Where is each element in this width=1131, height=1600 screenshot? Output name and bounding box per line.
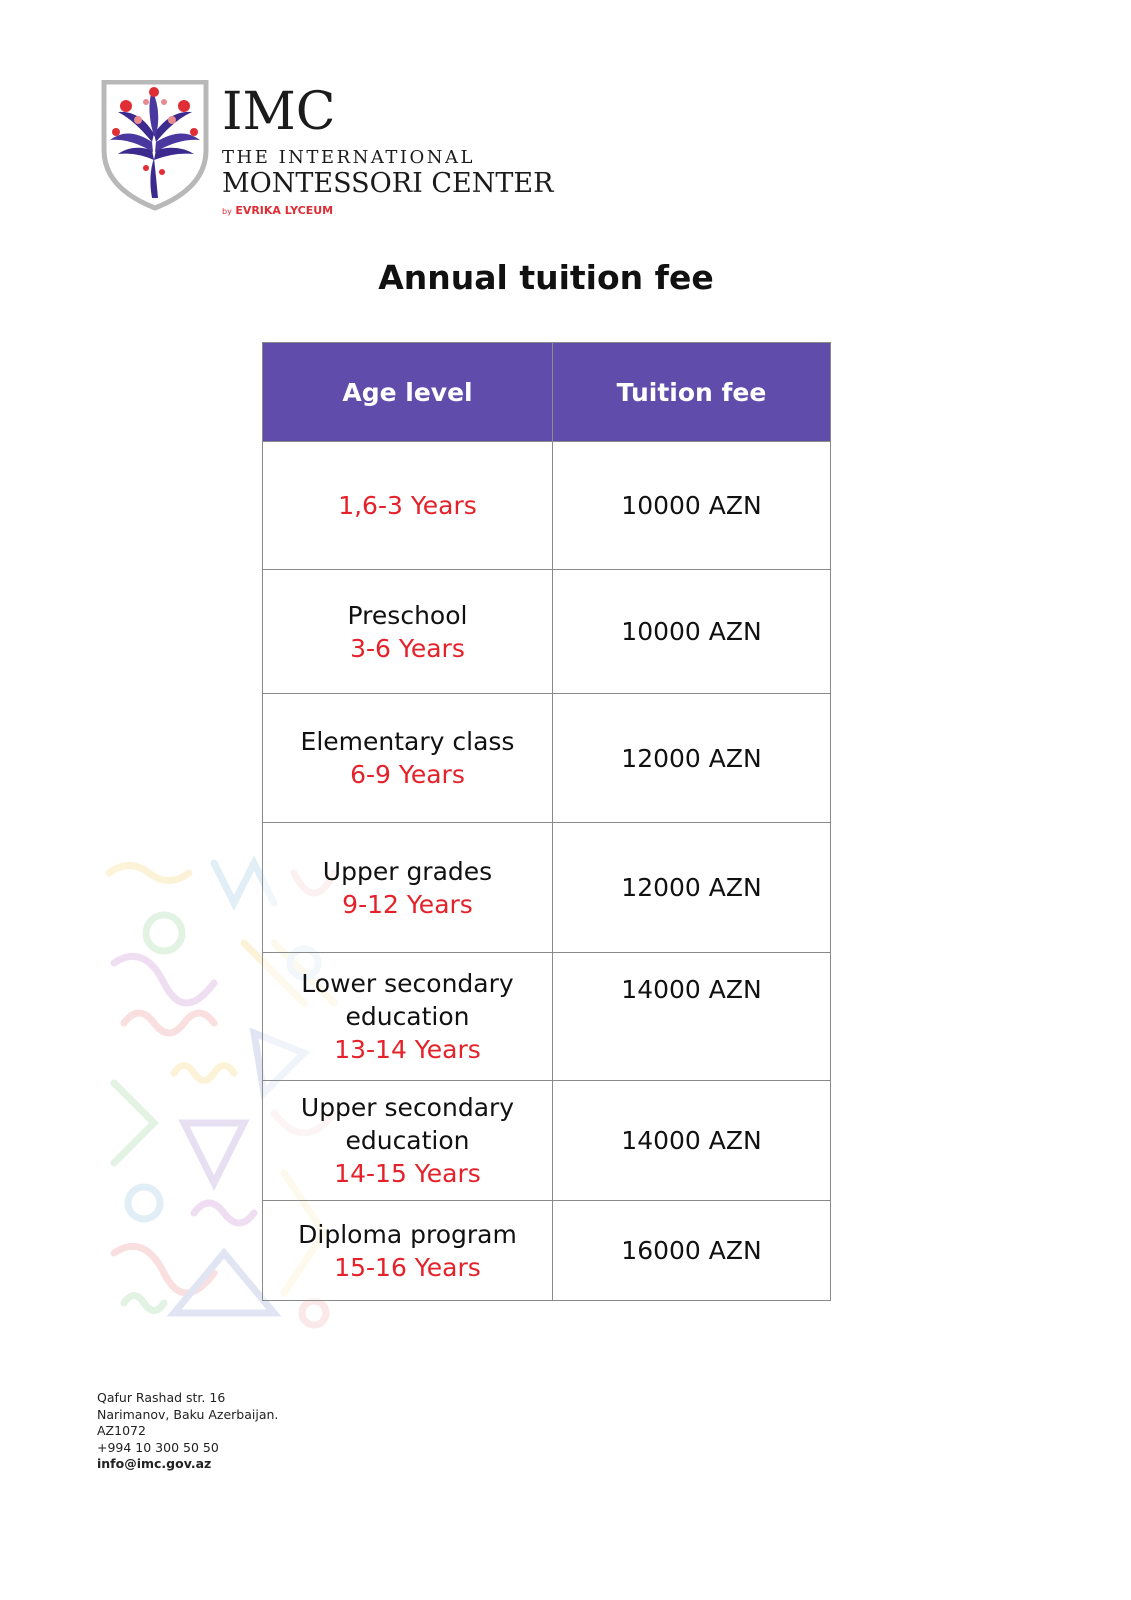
contact-footer <box>97 1390 278 1473</box>
age-cell <box>263 953 553 1081</box>
fee-amount: 12000 AZN <box>621 873 762 902</box>
table-row <box>263 694 831 823</box>
fee-amount: 10000 AZN <box>621 491 762 520</box>
fee-amount: 12000 AZN <box>621 743 762 773</box>
age-level-name: Preschool <box>347 600 468 630</box>
page-title: Annual tuition fee <box>378 258 714 297</box>
fee-cell <box>553 823 831 953</box>
age-years: 1,6-3 Years <box>338 491 477 520</box>
table-header-row <box>263 343 831 442</box>
fee-cell <box>553 442 831 570</box>
table-row <box>263 442 831 570</box>
fee-cell <box>553 953 831 1081</box>
logo-name-line2: MONTESSORI CENTER <box>222 168 554 199</box>
address-city: Narimanov, Baku Azerbaijan. <box>97 1406 279 1422</box>
logo-abbreviation: IMC <box>222 82 336 142</box>
fee-cell <box>553 1081 831 1201</box>
age-cell <box>263 1081 553 1201</box>
age-years: 15-16 Years <box>334 1252 481 1282</box>
fee-amount: 10000 AZN <box>621 617 762 646</box>
logo-tagline <box>222 204 333 218</box>
age-years: 9-12 Years <box>342 889 473 919</box>
age-cell <box>263 1201 553 1301</box>
table-row <box>263 1081 831 1201</box>
logo-tagline-name: EVRIKA LYCEUM <box>235 204 334 217</box>
age-years: 3-6 Years <box>350 633 465 663</box>
logo-name-line1: THE INTERNATIONAL <box>222 147 475 168</box>
age-cell <box>263 694 553 823</box>
age-level-name: Lower secondary education <box>301 969 514 1031</box>
header-tuition-fee: Tuition fee <box>553 343 831 442</box>
fee-amount: 14000 AZN <box>621 975 762 1004</box>
table-row <box>263 953 831 1081</box>
age-years: 13-14 Years <box>334 1035 481 1064</box>
table-row <box>263 1201 831 1301</box>
fee-cell <box>553 1201 831 1301</box>
address-postal: AZ1072 <box>97 1423 146 1438</box>
header-age-level: Age level <box>263 343 553 442</box>
age-level-name: Upper secondary education <box>300 1093 515 1155</box>
email-link[interactable]: info@imc.gov.az <box>97 1456 212 1471</box>
phone-number: +994 10 300 50 50 <box>97 1439 219 1455</box>
logo <box>96 80 576 220</box>
age-cell <box>263 823 553 953</box>
logo-tagline-by: by <box>222 207 232 216</box>
age-level-name: Elementary class <box>300 727 515 756</box>
table-row <box>263 823 831 953</box>
table-row <box>263 570 831 694</box>
age-years: 6-9 Years <box>350 760 465 789</box>
fee-cell <box>553 570 831 694</box>
fee-cell <box>553 694 831 823</box>
age-level-name: Diploma program <box>298 1219 517 1249</box>
age-cell <box>263 442 553 570</box>
tuition-fee-table <box>262 342 831 1301</box>
age-cell <box>263 570 553 694</box>
address-street: Qafur Rashad str. 16 <box>97 1390 226 1405</box>
fee-amount: 16000 AZN <box>621 1236 762 1265</box>
fee-amount: 14000 AZN <box>621 1126 762 1155</box>
tree-shield-emblem <box>96 80 214 212</box>
age-years: 14-15 Years <box>334 1159 481 1188</box>
age-level-name: Upper grades <box>322 856 493 886</box>
